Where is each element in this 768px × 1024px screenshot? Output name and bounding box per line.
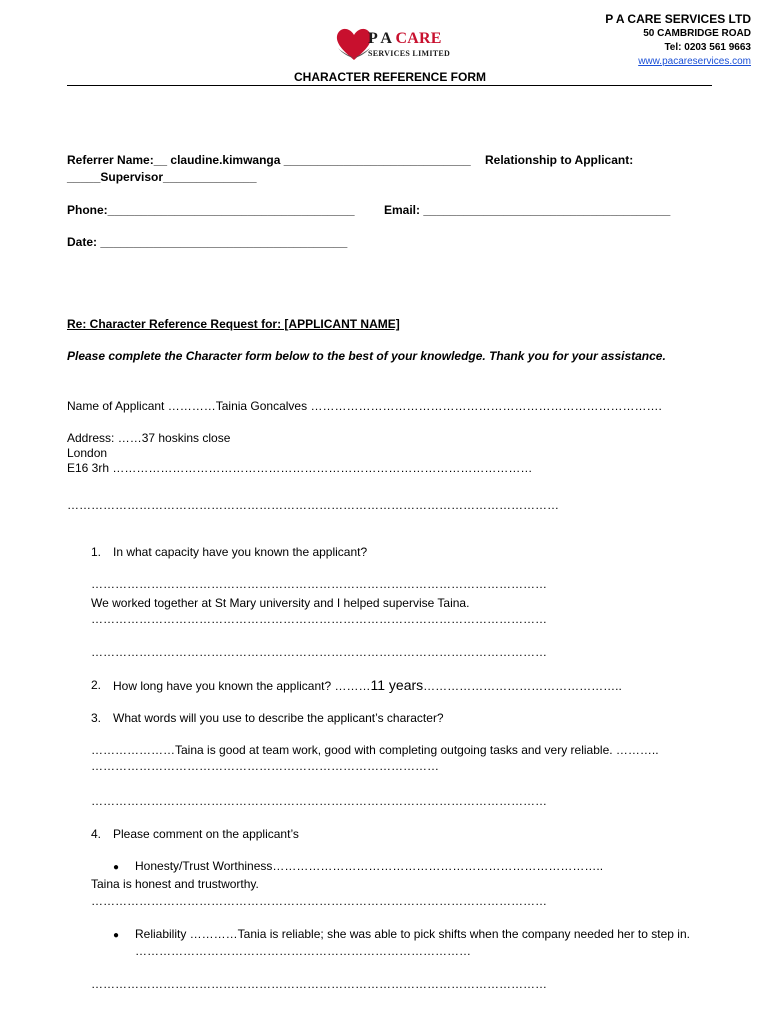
question-3-text: What words will you use to describe the applicant’s character? [113,711,444,725]
phone-field[interactable]: Phone:_____________________________________ [67,203,355,217]
answer-line: …………………………………………………………………………………………………… [91,977,547,991]
question-1-answer[interactable]: We worked together at St Mary university and I helped supervise Taina. [91,596,470,610]
reliability-answer[interactable]: Reliability …………Tania is reliable; she was able to pick shifts when the company needed her to step in. [135,927,690,941]
question-1-text: In what capacity have you known the applicant? [113,545,368,559]
header-divider [67,85,712,86]
question-4-text: Please comment on the applicant’s [113,827,299,841]
answer-line: …………………………………………………………………………………………………… [91,577,547,591]
bullet-icon: ● [113,930,120,941]
question-2-row [113,677,622,693]
form-title: CHARACTER REFERENCE FORM [294,70,486,84]
date-field[interactable]: Date: _____________________________________ [67,235,348,249]
company-phone: Tel: 0203 561 9663 [664,42,751,53]
honesty-label: Honesty/Trust Worthiness……………………………………………………………………….. [135,859,604,873]
applicant-dots-line: …………………………………………………………………………………………………………… [67,498,559,512]
referrer-name-field[interactable]: Referrer Name:__ claudine.kimwanga ____________________________ [67,153,471,167]
question-2-answer[interactable]: 11 years [370,677,424,693]
question-3-answer[interactable]: …………………Taina is good at team work, good with completing outgoing tasks and very reliable. ……….. [91,743,659,757]
applicant-address-line-1[interactable]: Address: ……37 hoskins close [67,431,231,445]
question-3-number: 3. [91,711,102,725]
company-details [605,12,751,68]
reliability-bullet-item [113,927,690,941]
bullet-icon: ● [113,862,120,873]
honesty-answer[interactable]: Taina is honest and trustworthy. [91,877,259,891]
question-2-text: How long have you known the applicant? ……… [113,679,371,693]
answer-line: …………………………………………………………………………………………………… [91,645,547,659]
question-1-number: 1. [91,545,102,559]
answer-line: …………………………………………………………………………………………………… [91,794,547,808]
email-field[interactable]: Email: _____________________________________ [384,203,671,217]
relationship-label: Relationship to Applicant: [485,153,634,167]
applicant-address-line-2: London [67,446,108,460]
company-logo [334,24,454,64]
answer-line: …………………………………………………………………………………………………… [91,612,547,626]
applicant-name-field[interactable]: Name of Applicant …………Tainia Goncalves ……………………………………………………………………………. [67,399,662,413]
relationship-field[interactable]: _____Supervisor______________ [67,170,257,184]
company-name: P A CARE SERVICES LTD [605,12,751,26]
answer-line: …………………………………………………………………………… [91,759,439,773]
instructions-text: Please complete the Character form below to the best of your knowledge. Thank you for your assistance. [67,349,666,363]
company-website-link[interactable]: www.pacareservices.com [638,56,751,67]
question-2-trailing-dots: ………………………………………….. [423,679,622,693]
honesty-bullet-item [113,859,603,873]
question-2-number: 2. [91,678,102,692]
request-heading: Re: Character Reference Request for: [APPLICANT NAME] [67,317,400,331]
question-4-number: 4. [91,827,102,841]
answer-line: ………………………………………………………………………… [135,944,471,958]
logo-wordmark: P A CARE [368,30,442,47]
logo-subtitle: SERVICES LIMITED [368,49,451,58]
answer-line: …………………………………………………………………………………………………… [91,894,547,908]
company-address: 50 CAMBRIDGE ROAD [643,28,751,39]
applicant-address-line-3: E16 3rh …………………………………………………………………………………………… [67,461,533,475]
